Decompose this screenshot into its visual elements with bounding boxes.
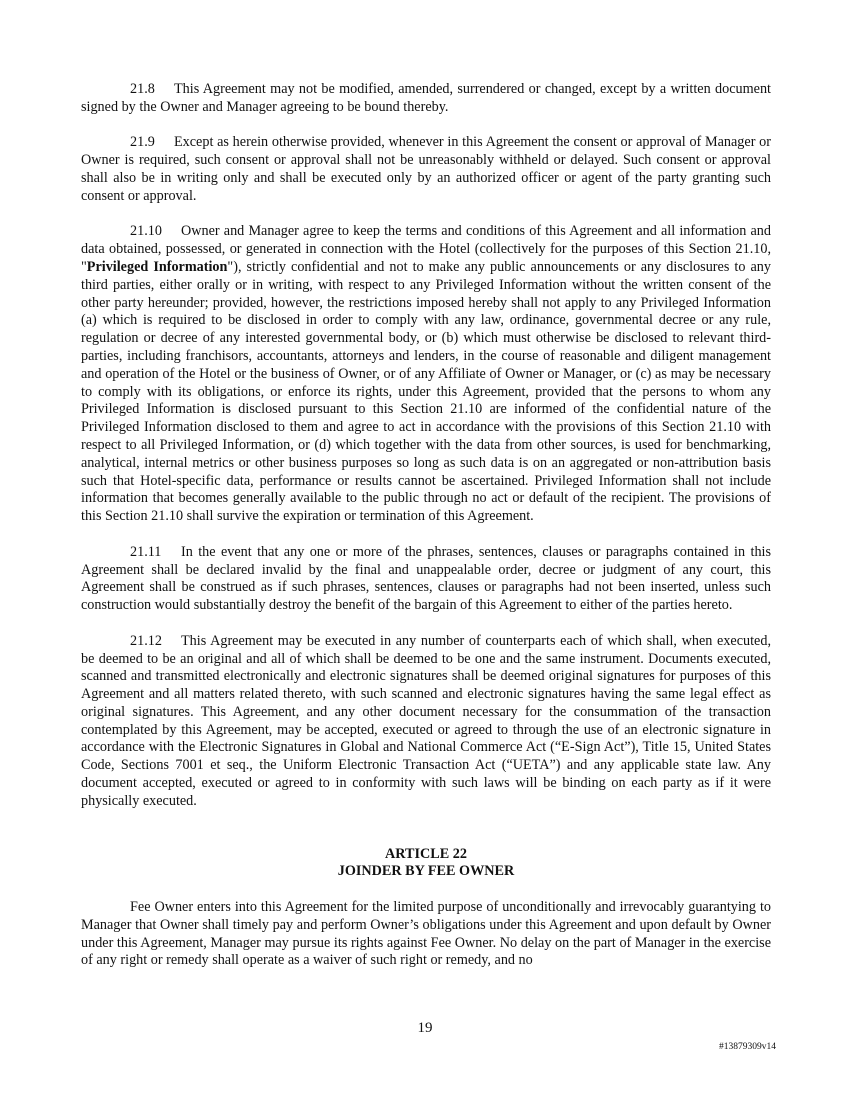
section-number: 21.8 xyxy=(130,81,155,97)
section-21-11 xyxy=(81,544,771,615)
section-21-10 xyxy=(81,223,771,526)
section-text: Owner and Manager agree to keep the terms and conditions of this Agreement and all information and data obtained, possessed, or generated in connection with the Hotel (collectively for the purposes of this Section 21.10, " xyxy=(81,223,771,275)
section-number: 21.12 xyxy=(130,632,162,649)
section-text: In the event that any one or more of the phrases, sentences, clauses or paragraphs contained in this Agreement shall be declared invalid by the final and unappealable order, decree or judgment of any court, this Agreement shall be construed as if such phrases, sentences, clauses or paragraphs had not been inserted, unless such construction would substantially destroy the benefit of the bargain of this Agreement to either of the parties hereto. xyxy=(81,543,771,614)
page-number: 19 xyxy=(417,1020,433,1036)
section-text: This Agreement may not be modified, amended, surrendered or changed, except by a written document signed by the Owner and Manager agreeing to be bound thereby. xyxy=(81,81,771,115)
section-number: 21.11 xyxy=(130,543,162,560)
article-body-text: Fee Owner enters into this Agreement for the limited purpose of unconditionally and irrevocably guarantying to Manager that Owner shall timely pay and perform Owner’s obligations under this Agreement and upon default by Owner under this Agreement, Manager may pursue its rights against Fee Owner. No delay on the part of Manager in the exercise of any right or remedy shall operate as a waiver of such right or remedy, and no xyxy=(81,899,771,969)
section-21-12 xyxy=(81,633,771,811)
section-text: This Agreement may be executed in any number of counterparts each of which shall, when executed, be deemed to be an original and all of which shall be deemed to be one and the same instrument. Documents executed, scanned and transmitted electronically and electronic signatures shall be deemed original signatures for purposes of this Agreement and all matters related thereto, with such scanned and electronic signatures having the same legal effect as original signatures. This Agreement, and any other document necessary for the consummation of the transaction contemplated by this Agreement, may be accepted, executed or agreed to through the use of an electronic signature in accordance with the Electronic Signatures in Global and National Commerce Act (“E-Sign Act”), Title 15, United States Code, Sections 7001 et seq., the Uniform Electronic Transaction Act (“UETA”) and any applicable state law. Any document accepted, executed or agreed to in conformity with such laws will be binding on each party as if it were physically executed. xyxy=(81,632,771,809)
section-21-8 xyxy=(81,81,771,117)
section-text-continued: "), strictly confidential and not to make any public announcements or any disclosures to any third parties, either orally or in writing, with respect to any Privileged Information without the written consent of the other party hereunder; provided, however, the restrictions imposed hereby shall not apply to any Privileged Information (a) which is required to be disclosed in order to comply with any law, ordinance, governmental decree or any rule, regulation or decree of any interested governmental body, or (b) which must otherwise be disclosed to relevant third-parties, including franchisors, accountants, attorneys and lenders, in the course of reasonable and diligent management and operation of the Hotel or the business of Owner, or of any Affiliate of Owner or Manager, or (c) as may be necessary to comply with its obligations, or enforce its rights, under this Agreement, provided that the persons to whom any Privileged Information is disclosed pursuant to this Section 21.10 are informed of the confidential nature of the Privileged Information disclosed to them and agree to act in accordance with the provisions of this Section 21.10 with respect to all Privileged Information, or (d) which together with the data from other sources, is used for benchmarking, analytical, internal metrics or other business purposes so long as such data is on an aggregated or non-attribution basis such that Hotel-specific data, performance or results cannot be ascertained. Privileged Information shall not include information that becomes generally available to the public through no act or default of the recipient. The provisions of this Section 21.10 shall survive the expiration or termination of this Agreement. xyxy=(81,258,771,525)
article-heading xyxy=(81,846,771,882)
article-number: ARTICLE 22 xyxy=(385,845,467,862)
document-id: #13879309v14 xyxy=(719,1042,776,1052)
defined-term: Privileged Information xyxy=(86,258,228,275)
section-text: Except as herein otherwise provided, whenever in this Agreement the consent or approval of Manager or Owner is required, such consent or approval shall not be unreasonably withheld or delayed. Such consent or approval shall also be in writing only and shall be executed only by an authorized officer or agent of the party granting such consent or approval. xyxy=(81,134,771,204)
document-body xyxy=(81,81,771,988)
article-title: JOINDER BY FEE OWNER xyxy=(337,863,515,880)
article-22-text xyxy=(81,899,771,970)
section-21-9 xyxy=(81,134,771,205)
section-number: 21.10 xyxy=(130,223,162,240)
section-number: 21.9 xyxy=(130,134,155,151)
